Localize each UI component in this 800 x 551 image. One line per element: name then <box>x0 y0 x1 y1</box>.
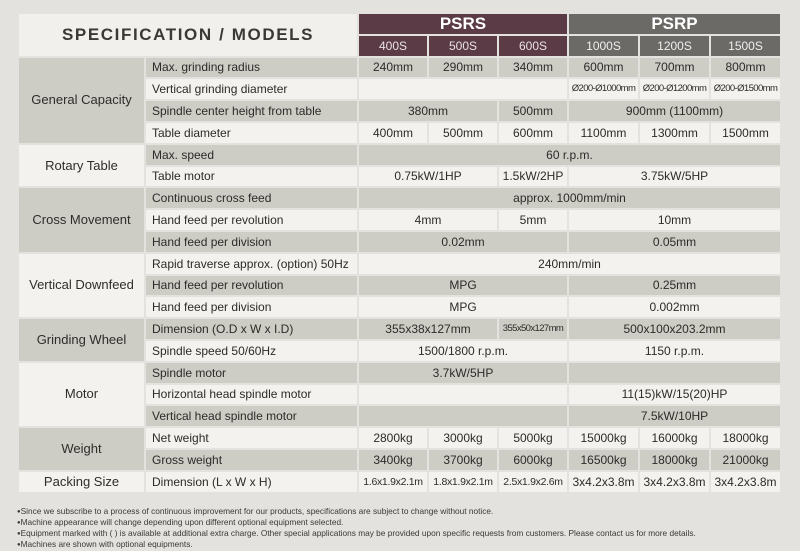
cell-value: 3x4.2x3.8m <box>569 472 638 492</box>
cell-value: Ø200-Ø1500mm <box>711 79 780 99</box>
cell-empty <box>359 79 567 99</box>
cell-value: 1.5kW/2HP <box>499 167 567 187</box>
row-label: Table diameter <box>146 123 357 143</box>
cell-value: 380mm <box>359 101 497 121</box>
cell-empty <box>569 363 780 383</box>
table-row <box>19 319 780 339</box>
row-label: Continuous cross feed <box>146 188 357 208</box>
row-label: Hand feed per division <box>146 232 357 252</box>
row-label: Hand feed per revolution <box>146 210 357 230</box>
group-cross-movement: Cross Movement <box>19 188 144 251</box>
row-label: Dimension (O.D x W x I.D) <box>146 319 357 339</box>
cell-value: 0.02mm <box>359 232 567 252</box>
footnote: ● Machines are shown with optional equipments. <box>17 539 797 550</box>
cell-empty <box>359 406 567 426</box>
model-500s: 500S <box>429 36 497 56</box>
model-1500s: 1500S <box>711 36 780 56</box>
group-rotary-table: Rotary Table <box>19 145 144 187</box>
cell-value: 400mm <box>359 123 427 143</box>
group-packing-size: Packing Size <box>19 472 144 492</box>
cell-value: 3x4.2x3.8m <box>640 472 709 492</box>
cell-value: 5mm <box>499 210 567 230</box>
cell-value: 1.6x1.9x2.1m <box>359 472 427 492</box>
group-motor: Motor <box>19 363 144 426</box>
cell-value: 500mm <box>429 123 497 143</box>
row-label: Rapid traverse approx. (option) 50Hz <box>146 254 357 274</box>
cell-value: 10mm <box>569 210 780 230</box>
table-row <box>19 254 780 274</box>
cell-value: 2800kg <box>359 428 427 448</box>
cell-value: 3.7kW/5HP <box>359 363 567 383</box>
cell-value: 355x38x127mm <box>359 319 497 339</box>
cell-value: 0.25mm <box>569 276 780 296</box>
cell-value: 1100mm <box>569 123 638 143</box>
cell-value: 500mm <box>499 101 567 121</box>
row-label: Spindle center height from table <box>146 101 357 121</box>
footnotes <box>17 506 797 550</box>
cell-value: 500x100x203.2mm <box>569 319 780 339</box>
model-1200s: 1200S <box>640 36 709 56</box>
cell-value: approx. 1000mm/min <box>359 188 780 208</box>
cell-value: 3700kg <box>429 450 497 470</box>
cell-value: 240mm <box>359 58 427 78</box>
cell-value: MPG <box>359 276 567 296</box>
brand-psrp-header: PSRP <box>569 14 780 34</box>
spec-title: SPECIFICATION / MODELS <box>19 14 357 56</box>
cell-value: 900mm (1100mm) <box>569 101 780 121</box>
cell-value: 0.05mm <box>569 232 780 252</box>
group-vertical-downfeed: Vertical Downfeed <box>19 254 144 317</box>
cell-value: 5000kg <box>499 428 567 448</box>
cell-value: 18000kg <box>640 450 709 470</box>
row-label: Net weight <box>146 428 357 448</box>
row-label: Spindle speed 50/60Hz <box>146 341 357 361</box>
model-400s: 400S <box>359 36 427 56</box>
row-label: Max. grinding radius <box>146 58 357 78</box>
cell-value: MPG <box>359 297 567 317</box>
cell-value: 3400kg <box>359 450 427 470</box>
model-600s: 600S <box>499 36 567 56</box>
cell-value: 2.5x1.9x2.6m <box>499 472 567 492</box>
row-label: Spindle motor <box>146 363 357 383</box>
cell-value: 1500mm <box>711 123 780 143</box>
cell-value: 700mm <box>640 58 709 78</box>
cell-value: 0.002mm <box>569 297 780 317</box>
cell-value: 355x50x127mm <box>499 319 567 339</box>
cell-value: 16000kg <box>640 428 709 448</box>
cell-value: 600mm <box>499 123 567 143</box>
cell-value: 0.75kW/1HP <box>359 167 497 187</box>
footnote: ● Equipment marked with ( ) is available at additional extra charge. Other special applications may be provided upon specific requests from customers. Please contact us for more details. <box>17 528 797 539</box>
cell-value: 1150 r.p.m. <box>569 341 780 361</box>
cell-value: 60 r.p.m. <box>359 145 780 165</box>
model-1000s: 1000S <box>569 36 638 56</box>
row-label: Table motor <box>146 167 357 187</box>
cell-value: 3.75kW/5HP <box>569 167 780 187</box>
row-label: Horizontal head spindle motor <box>146 385 357 405</box>
table-row <box>19 145 780 165</box>
cell-value: 3000kg <box>429 428 497 448</box>
cell-value: 4mm <box>359 210 497 230</box>
cell-value: 7.5kW/10HP <box>569 406 780 426</box>
cell-value: 6000kg <box>499 450 567 470</box>
row-label: Vertical head spindle motor <box>146 406 357 426</box>
table-row <box>19 188 780 208</box>
group-grinding-wheel: Grinding Wheel <box>19 319 144 361</box>
row-label: Gross weight <box>146 450 357 470</box>
cell-value: 240mm/min <box>359 254 780 274</box>
cell-value: 18000kg <box>711 428 780 448</box>
table-row <box>19 428 780 448</box>
cell-value: 340mm <box>499 58 567 78</box>
cell-value: 600mm <box>569 58 638 78</box>
table-row <box>19 472 780 492</box>
row-label: Hand feed per division <box>146 297 357 317</box>
cell-value: 11(15)kW/15(20)HP <box>569 385 780 405</box>
cell-value: 1.8x1.9x2.1m <box>429 472 497 492</box>
brand-psrs-header: PSRS <box>359 14 567 34</box>
footnote: ● Machine appearance will change depending upon different optional equipment selected. <box>17 517 797 528</box>
row-label: Hand feed per revolution <box>146 276 357 296</box>
cell-value: Ø200-Ø1000mm <box>569 79 638 99</box>
group-general-capacity: General Capacity <box>19 58 144 143</box>
row-label: Vertical grinding diameter <box>146 79 357 99</box>
specification-table <box>17 12 782 494</box>
brand-header-row <box>19 14 780 34</box>
cell-value: 15000kg <box>569 428 638 448</box>
row-label: Dimension (L x W x H) <box>146 472 357 492</box>
cell-value: 1500/1800 r.p.m. <box>359 341 567 361</box>
cell-value: 1300mm <box>640 123 709 143</box>
cell-value: 290mm <box>429 58 497 78</box>
cell-value: 800mm <box>711 58 780 78</box>
table-row <box>19 363 780 383</box>
footnote: ● Since we subscribe to a process of continuous improvement for our products, specifications are subject to change without notice. <box>17 506 797 517</box>
row-label: Max. speed <box>146 145 357 165</box>
cell-value: 3x4.2x3.8m <box>711 472 780 492</box>
cell-value: 21000kg <box>711 450 780 470</box>
cell-empty <box>359 385 567 405</box>
group-weight: Weight <box>19 428 144 470</box>
table-row <box>19 58 780 78</box>
cell-value: Ø200-Ø1200mm <box>640 79 709 99</box>
cell-value: 16500kg <box>569 450 638 470</box>
